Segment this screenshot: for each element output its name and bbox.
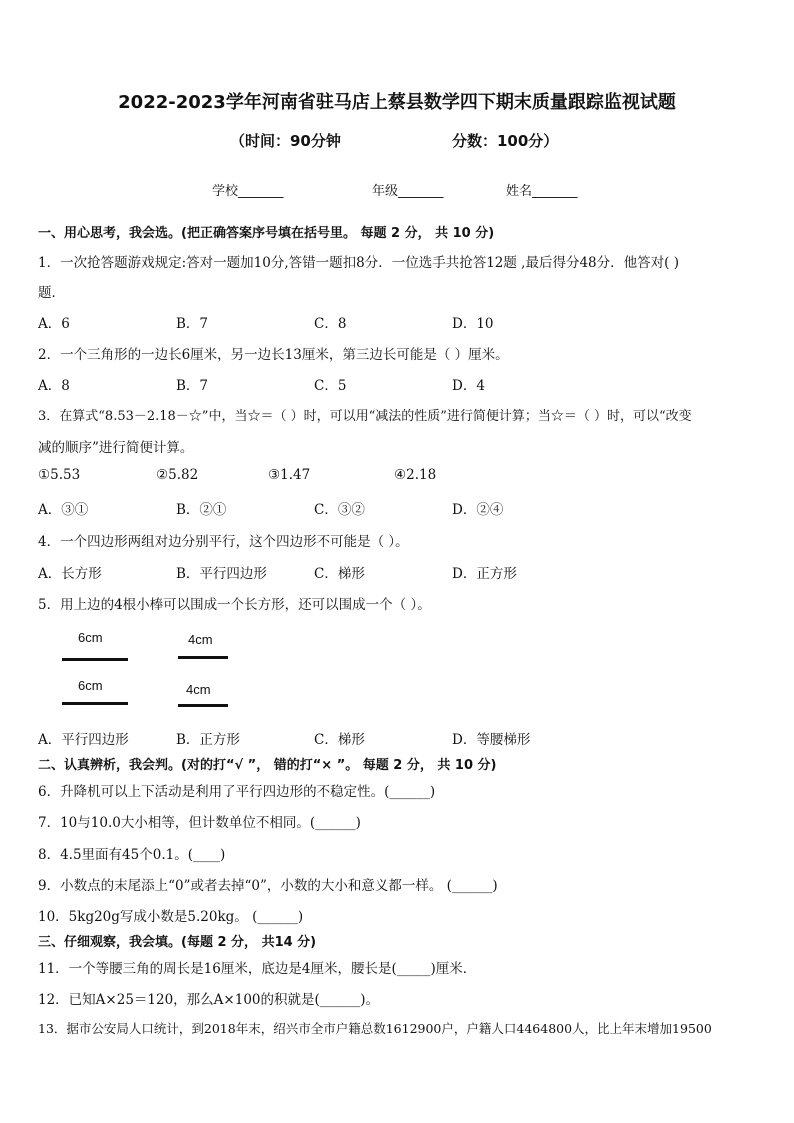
stick-3 [62, 702, 128, 705]
question-3-item-1: ①5.53 [38, 467, 81, 483]
name-field: 姓名_______ [506, 184, 578, 199]
question-2-option-b: B．7 [176, 378, 209, 394]
stick-2-length: 4cm [188, 632, 213, 647]
question-3-option-d: D．②④ [452, 502, 504, 518]
exam-score: 分数：100分） [452, 132, 559, 150]
question-3-text: 3．在算式“8.53－2.18－☆”中，当☆＝（ ）时，可以用“减法的性质”进行简便计算；当☆＝（ ）时，可以“改变 [38, 409, 692, 424]
question-4-text: 4．一个四边形两组对边分别平行，这个四边形不可能是（ ）。 [38, 534, 409, 550]
question-3-option-b: B．②① [176, 502, 227, 518]
question-5-text: 5．用上边的4根小棒可以围成一个长方形，还可以围成一个（ ）。 [38, 597, 431, 613]
question-1-option-c: C．8 [314, 316, 347, 332]
question-3-item-3: ③1.47 [268, 467, 311, 483]
question-11-text: 11．一个等腰三角的周长是16厘米，底边是4厘米，腰长是(_____)厘米． [38, 961, 477, 977]
question-5-option-c: C．梯形 [314, 732, 365, 748]
question-3-option-a: A．③① [38, 502, 89, 518]
stick-4-length: 4cm [186, 682, 211, 697]
question-5-option-d: D．等腰梯形 [452, 732, 531, 748]
question-3-option-c: C．③② [314, 502, 365, 518]
question-2-option-d: D．4 [452, 378, 485, 394]
question-1-option-a: A．6 [38, 316, 70, 332]
question-1-option-b: B．7 [176, 316, 209, 332]
question-5-option-b: B．正方形 [176, 732, 240, 748]
grade-field: 年级_______ [372, 184, 444, 199]
stick-1-length: 6cm [78, 630, 103, 645]
question-3-text-cont: 减的顺序”进行简便计算。 [38, 440, 194, 456]
section-1-heading: 一、用心思考，我会选。(把正确答案序号填在括号里。 每题 2 分， 共 10 分) [38, 226, 495, 241]
stick-2 [178, 656, 228, 659]
question-8-text: 8．4.5里面有45个0.1。(____) [38, 847, 226, 863]
question-3-item-4: ④2.18 [394, 467, 437, 483]
question-1-text: 1．一次抢答题游戏规定:答对一题加10分,答错一题扣8分．一位选手共抢答12题 ,最后得分48分．他答对( ) [38, 255, 679, 271]
exam-time: （时间：90分钟 [230, 132, 341, 150]
question-2-text: 2．一个三角形的一边长6厘米，另一边长13厘米，第三边长可能是（ ）厘米。 [38, 347, 509, 363]
stick-1 [62, 658, 128, 661]
section-3-heading: 三、仔细观察，我会填。(每题 2 分， 共14 分) [38, 935, 317, 950]
question-2-option-a: A．8 [38, 378, 70, 394]
school-field: 学校_______ [212, 184, 284, 199]
question-4-option-b: B．平行四边形 [176, 566, 267, 582]
question-2-option-c: C．5 [314, 378, 347, 394]
stick-3-length: 6cm [78, 678, 103, 693]
stick-4 [178, 704, 228, 707]
section-2-heading: 二、认真辨析，我会判。(对的打“√ ”， 错的打“× ”。 每题 2 分， 共 10 分) [38, 758, 497, 773]
question-1-option-d: D．10 [452, 316, 494, 332]
question-3-item-2: ②5.82 [156, 467, 199, 483]
page-title: 2022-2023学年河南省驻马店上蔡县数学四下期末质量跟踪监视试题 [118, 92, 676, 113]
question-9-text: 9．小数点的末尾添上“0”或者去掉“0”，小数的大小和意义都一样。 (______) [38, 878, 498, 894]
question-6-text: 6．升降机可以上下活动是利用了平行四边形的不稳定性。(______) [38, 784, 436, 800]
question-10-text: 10．5kg20g写成小数是5.20kg。 (______) [38, 909, 304, 925]
question-4-option-a: A．长方形 [38, 566, 102, 582]
question-5-option-a: A．平行四边形 [38, 732, 129, 748]
question-12-text: 12．已知A×25＝120，那么A×100的积就是(______)。 [38, 992, 380, 1008]
question-4-option-c: C．梯形 [314, 566, 365, 582]
question-7-text: 7．10与10.0大小相等，但计数单位不相同。(______) [38, 815, 361, 831]
question-4-option-d: D．正方形 [452, 566, 517, 582]
question-1-text-cont: 题． [38, 285, 65, 301]
question-13-text: 13．据市公安局人口统计，到2018年末，绍兴市全市户籍总数1612900户，户籍人口4464800人，比上年末增加19500 [38, 1021, 712, 1036]
